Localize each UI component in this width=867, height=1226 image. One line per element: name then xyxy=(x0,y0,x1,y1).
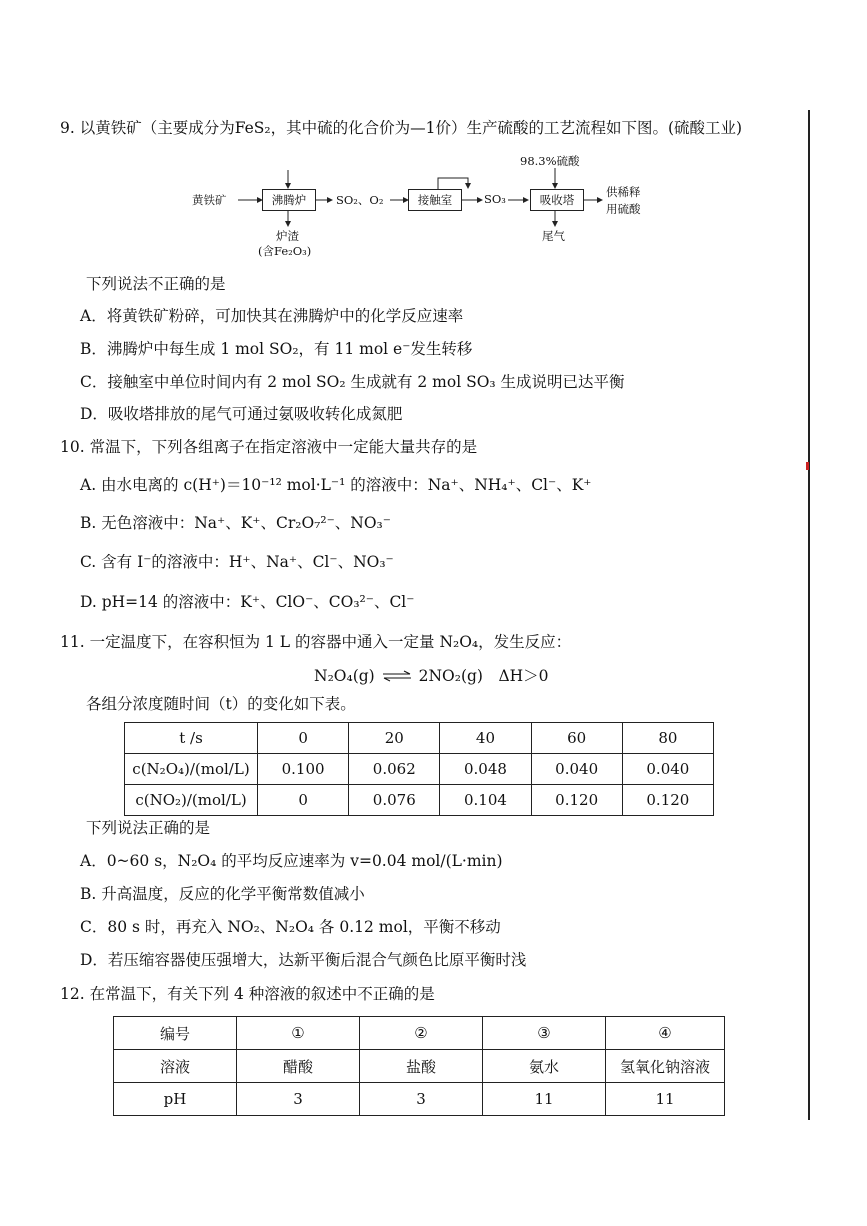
table-cell: c(N₂O₄)/(mol/L) xyxy=(125,754,258,785)
table-cell: ④ xyxy=(606,1017,725,1050)
table-cell: ① xyxy=(237,1017,360,1050)
table-row xyxy=(114,1050,725,1083)
q11-concentration-table xyxy=(124,722,714,816)
contact-output-label: SO₃ xyxy=(484,192,506,206)
q10-option-d: D. pH=14 的溶液中：K⁺、ClO⁻、CO₃²⁻、Cl⁻ xyxy=(80,593,415,611)
q11-option-b: B. 升高温度，反应的化学平衡常数值减小 xyxy=(80,885,365,903)
residue-note: (含Fe₂O₃) xyxy=(258,244,312,258)
table-cell: 0.040 xyxy=(531,754,622,785)
table-row xyxy=(114,1017,725,1050)
table-cell: 氨水 xyxy=(483,1050,606,1083)
table-cell: 溶液 xyxy=(114,1050,237,1083)
furnace-box: 沸腾炉 xyxy=(262,189,316,211)
q11-prompt: 下列说法正确的是 xyxy=(86,819,211,837)
q11-equation xyxy=(314,664,549,686)
absorber-box: 吸收塔 xyxy=(530,189,584,211)
q10-option-c: C. 含有 I⁻的溶液中：H⁺、Na⁺、Cl⁻、NO₃⁻ xyxy=(80,553,394,571)
q10-option-b: B. 无色溶液中：Na⁺、K⁺、Cr₂O₇²⁻、NO₃⁻ xyxy=(80,514,391,532)
tail-gas-label: 尾气 xyxy=(542,229,565,243)
q9-option-a: A．将黄铁矿粉碎，可加快其在沸腾炉中的化学反应速率 xyxy=(80,307,464,325)
product-label-line2: 用硫酸 xyxy=(606,202,641,216)
q12-solutions-table xyxy=(113,1016,725,1116)
q11-option-a: A．0~60 s，N₂O₄ 的平均反应速率为 v=0.04 mol/(L·min) xyxy=(80,852,503,870)
table-row xyxy=(125,723,714,754)
table-cell: 0.040 xyxy=(622,754,713,785)
equation-right: 2NO₂(g) ΔH＞0 xyxy=(418,667,549,685)
table-cell: 3 xyxy=(360,1083,483,1116)
table-cell: 11 xyxy=(606,1083,725,1116)
q9-option-d: D．吸收塔排放的尾气可通过氨吸收转化成氮肥 xyxy=(80,405,403,423)
margin-rule xyxy=(808,110,810,1120)
table-cell: 氢氧化钠溶液 xyxy=(606,1050,725,1083)
table-cell: 0.120 xyxy=(531,785,622,816)
q9-stem: 9. 以黄铁矿（主要成分为FeS₂，其中硫的化合价为—1价）生产硫酸的工艺流程如下图。(硫酸工业) xyxy=(60,119,743,137)
table-cell: 0.062 xyxy=(349,754,440,785)
table-header-cell: t /s xyxy=(125,723,258,754)
table-row xyxy=(114,1083,725,1116)
q11-table-intro: 各组分浓度随时间（t）的变化如下表。 xyxy=(86,695,356,713)
table-cell: 盐酸 xyxy=(360,1050,483,1083)
table-cell: 编号 xyxy=(114,1017,237,1050)
table-cell: pH xyxy=(114,1083,237,1116)
q9-prompt: 下列说法不正确的是 xyxy=(86,275,226,293)
furnace-output-label: SO₂、O₂ xyxy=(336,193,384,207)
table-cell: 0.100 xyxy=(258,754,349,785)
table-row xyxy=(125,754,714,785)
table-cell: 3 xyxy=(237,1083,360,1116)
table-header-cell: 60 xyxy=(531,723,622,754)
table-cell: ③ xyxy=(483,1017,606,1050)
q10-stem: 10. 常温下，下列各组离子在指定溶液中一定能大量共存的是 xyxy=(60,438,478,456)
q11-stem: 11. 一定温度下，在容积恒为 1 L 的容器中通入一定量 N₂O₄，发生反应： xyxy=(60,633,572,651)
q9-option-b: B．沸腾炉中每生成 1 mol SO₂，有 11 mol e⁻发生转移 xyxy=(80,340,473,358)
table-cell: 醋酸 xyxy=(237,1050,360,1083)
table-header-cell: 0 xyxy=(258,723,349,754)
q9-flow-diagram xyxy=(190,150,670,260)
equation-left: N₂O₄(g) xyxy=(314,667,375,685)
product-label-line1: 供稀释 xyxy=(606,185,641,199)
margin-mark xyxy=(806,462,809,470)
table-cell: 0.104 xyxy=(440,785,531,816)
contact-chamber-box: 接触室 xyxy=(408,189,462,211)
table-cell: ② xyxy=(360,1017,483,1050)
table-cell: 0.048 xyxy=(440,754,531,785)
q11-option-d: D．若压缩容器使压强增大，达新平衡后混合气颜色比原平衡时浅 xyxy=(80,951,527,969)
q10-option-a: A. 由水电离的 c(H⁺)＝10⁻¹² mol·L⁻¹ 的溶液中：Na⁺、NH₄⁺、Cl⁻、K⁺ xyxy=(80,476,592,494)
table-header-cell: 40 xyxy=(440,723,531,754)
q12-stem: 12. 在常温下，有关下列 4 种溶液的叙述中不正确的是 xyxy=(60,985,435,1003)
table-cell: 11 xyxy=(483,1083,606,1116)
equilibrium-arrow-icon xyxy=(382,668,412,680)
input-label: 黄铁矿 xyxy=(192,193,227,207)
absorber-input-label: 98.3%硫酸 xyxy=(520,154,580,168)
table-header-cell: 20 xyxy=(349,723,440,754)
table-row xyxy=(125,785,714,816)
q9-option-c: C．接触室中单位时间内有 2 mol SO₂ 生成就有 2 mol SO₃ 生成说明已达平衡 xyxy=(80,373,625,391)
table-cell: 0.120 xyxy=(622,785,713,816)
table-cell: 0.076 xyxy=(349,785,440,816)
q11-option-c: C．80 s 时，再充入 NO₂、N₂O₄ 各 0.12 mol，平衡不移动 xyxy=(80,918,501,936)
table-header-cell: 80 xyxy=(622,723,713,754)
residue-label: 炉渣 xyxy=(276,229,299,243)
table-cell: 0 xyxy=(258,785,349,816)
table-cell: c(NO₂)/(mol/L) xyxy=(125,785,258,816)
